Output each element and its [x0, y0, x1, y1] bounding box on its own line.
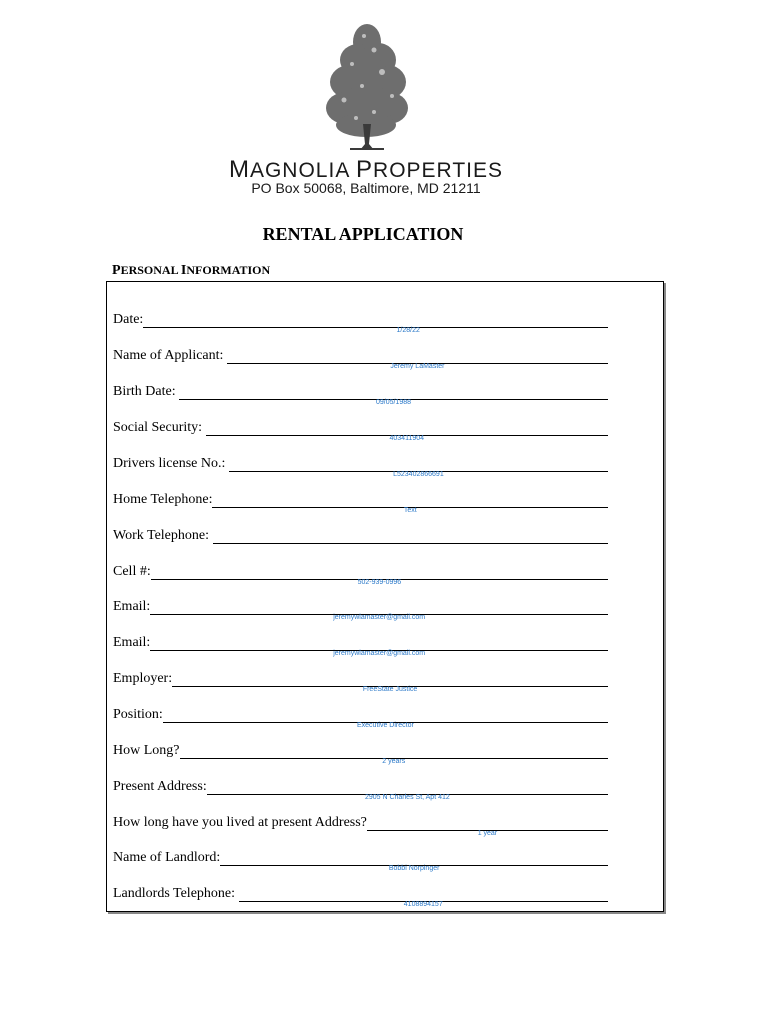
field-label: Employer: [113, 671, 173, 686]
field-row-position [113, 703, 608, 729]
field-row-drivers-license [113, 452, 608, 478]
field-row-landlord-name [113, 846, 608, 872]
field-label: Name of Applicant: [113, 348, 227, 363]
field-label: Cell #: [113, 564, 151, 579]
time-at-address-field[interactable] [367, 816, 608, 837]
applicant-name-field[interactable] [227, 349, 608, 370]
email-field-2[interactable] [150, 636, 608, 657]
field-row-birth-date [113, 380, 608, 406]
position-field[interactable] [163, 708, 608, 729]
field-row-social-security [113, 416, 608, 442]
field-label: How Long? [113, 743, 180, 758]
employer-field[interactable] [172, 672, 608, 693]
field-row-date [113, 308, 608, 334]
field-row-time-at-address [113, 811, 608, 837]
field-row-home-telephone [113, 488, 608, 514]
field-value: 1/28/22 [396, 327, 420, 334]
section-title: PERSONAL INFORMATION [112, 263, 271, 278]
field-row-present-address [113, 775, 608, 801]
field-label: Home Telephone: [113, 492, 213, 507]
drivers-license-field[interactable] [229, 457, 608, 478]
landlord-name-field[interactable] [220, 851, 608, 872]
field-value: Jeremy LaMaster [390, 363, 445, 370]
field-row-employer [113, 667, 608, 693]
company-name: MAGNOLIA PROPERTIES [228, 156, 504, 183]
field-row-email-2 [113, 631, 608, 657]
field-row-cell [113, 560, 608, 586]
field-value: 502-939-0996 [357, 579, 402, 586]
field-row-applicant-name [113, 344, 608, 370]
social-security-field[interactable] [206, 421, 608, 442]
field-value: 4108894157 [403, 901, 443, 908]
field-value: Bobbi Norpinger [388, 865, 440, 872]
field-row-email-1 [113, 595, 608, 621]
magnolia-tree-icon [322, 20, 412, 152]
work-telephone-field[interactable] [213, 529, 609, 544]
field-value: FreeState Justice [362, 686, 418, 693]
field-value: 403411904 [389, 435, 425, 442]
date-field[interactable] [143, 313, 608, 334]
email-field-1[interactable] [150, 600, 608, 621]
field-value: L523402866691 [393, 471, 444, 478]
field-value: jeremywlamaster@gmail.com [333, 614, 426, 621]
cell-field[interactable] [151, 565, 608, 586]
home-telephone-field[interactable] [212, 493, 608, 514]
field-label: Name of Landlord: [113, 850, 221, 865]
field-label: How long have you lived at present Address? [113, 815, 367, 830]
landlord-telephone-field[interactable] [239, 887, 608, 908]
field-label: Work Telephone: [113, 528, 213, 543]
field-value: jeremywlamaster@gmail.com [333, 650, 426, 657]
field-label: Date: [113, 312, 144, 327]
field-value: 2 years [382, 758, 406, 765]
how-long-field[interactable] [180, 744, 609, 765]
field-value: 09/05/1988 [376, 399, 412, 406]
field-label: Birth Date: [113, 384, 180, 399]
field-row-work-telephone [113, 524, 608, 544]
field-row-how-long [113, 739, 608, 765]
field-label: Landlords Telephone: [113, 886, 239, 901]
field-label: Position: [113, 707, 163, 722]
field-value: Text [403, 507, 417, 514]
field-label: Social Security: [113, 420, 206, 435]
field-value: Executive Director [356, 722, 414, 729]
field-label: Drivers license No.: [113, 456, 229, 471]
birth-date-field[interactable] [179, 385, 608, 406]
field-value: 2905 N Charles St, Apt 412 [364, 794, 450, 801]
field-label: Email: [113, 635, 151, 650]
field-label: Present Address: [113, 779, 207, 794]
company-address: PO Box 50068, Baltimore, MD 21211 [251, 180, 481, 196]
document-title: RENTAL APPLICATION [262, 224, 464, 244]
field-label: Email: [113, 599, 151, 614]
field-row-landlord-telephone [113, 882, 608, 908]
present-address-field[interactable] [207, 780, 608, 801]
field-value: 1 year [477, 830, 498, 837]
